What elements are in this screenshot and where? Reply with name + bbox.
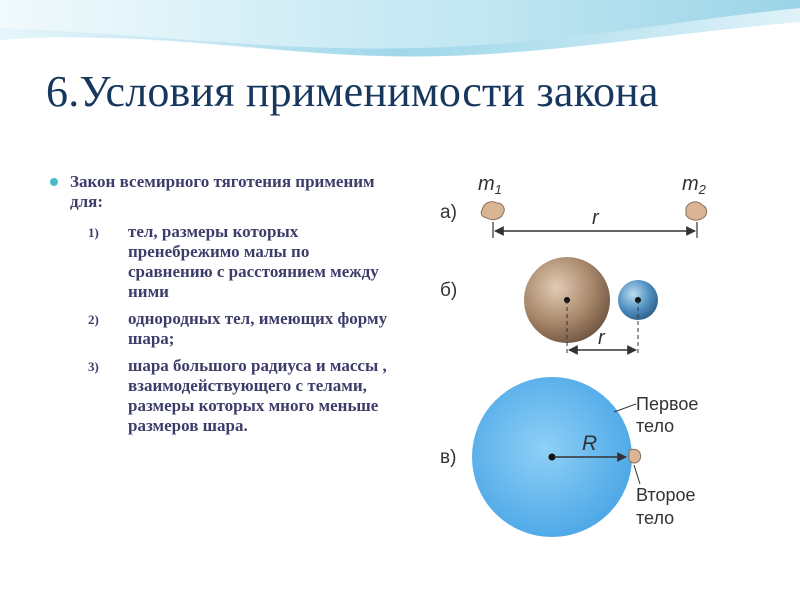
panel-label-b: б) — [440, 280, 458, 301]
first-body-line1: Первое — [636, 394, 699, 414]
header-wave-decoration — [0, 0, 800, 70]
gravity-diagram — [420, 150, 750, 560]
intro-text: Закон всемирного тяготения применим для: — [70, 172, 375, 211]
second-body-line2: тело — [636, 508, 675, 528]
list-item-text: шара большого радиуса и массы , взаимодействующего с телами, размеры которых много меньше размеров шара. — [128, 356, 387, 435]
first-body-line2: тело — [636, 416, 675, 436]
mass-m1-subscript: 1 — [494, 182, 502, 197]
conditions-list — [50, 222, 395, 436]
mass-m2-letter: m — [682, 173, 699, 195]
panel-label-c: в) — [440, 447, 457, 468]
radius-label: R — [582, 432, 598, 455]
bullet-dot-icon — [50, 178, 58, 186]
panel-label-a: а) — [440, 202, 457, 223]
distance-label-a: r — [592, 207, 599, 229]
list-item-number: 2) — [88, 312, 99, 327]
list-item-text: однородных тел, имеющих форму шара; — [128, 309, 388, 348]
mass-m1-letter: m — [478, 173, 495, 195]
list-item — [50, 222, 395, 302]
second-body-icon — [629, 449, 641, 463]
slide-title: 6.Условия применимости закона — [46, 67, 659, 116]
list-item — [50, 356, 395, 436]
bullet-intro — [50, 172, 395, 212]
mass-m2-subscript: 2 — [698, 182, 706, 197]
list-item — [50, 309, 395, 349]
content-text-block — [50, 172, 395, 443]
list-item-number: 1) — [88, 225, 99, 240]
small-body-m1-icon — [481, 202, 504, 220]
second-body-line1: Второе — [636, 485, 696, 505]
distance-label-b: r — [598, 327, 605, 349]
list-item-text: тел, размеры которых пренебрежимо малы по сравнению с расстоянием между ними — [128, 222, 379, 301]
list-item-number: 3) — [88, 359, 99, 374]
